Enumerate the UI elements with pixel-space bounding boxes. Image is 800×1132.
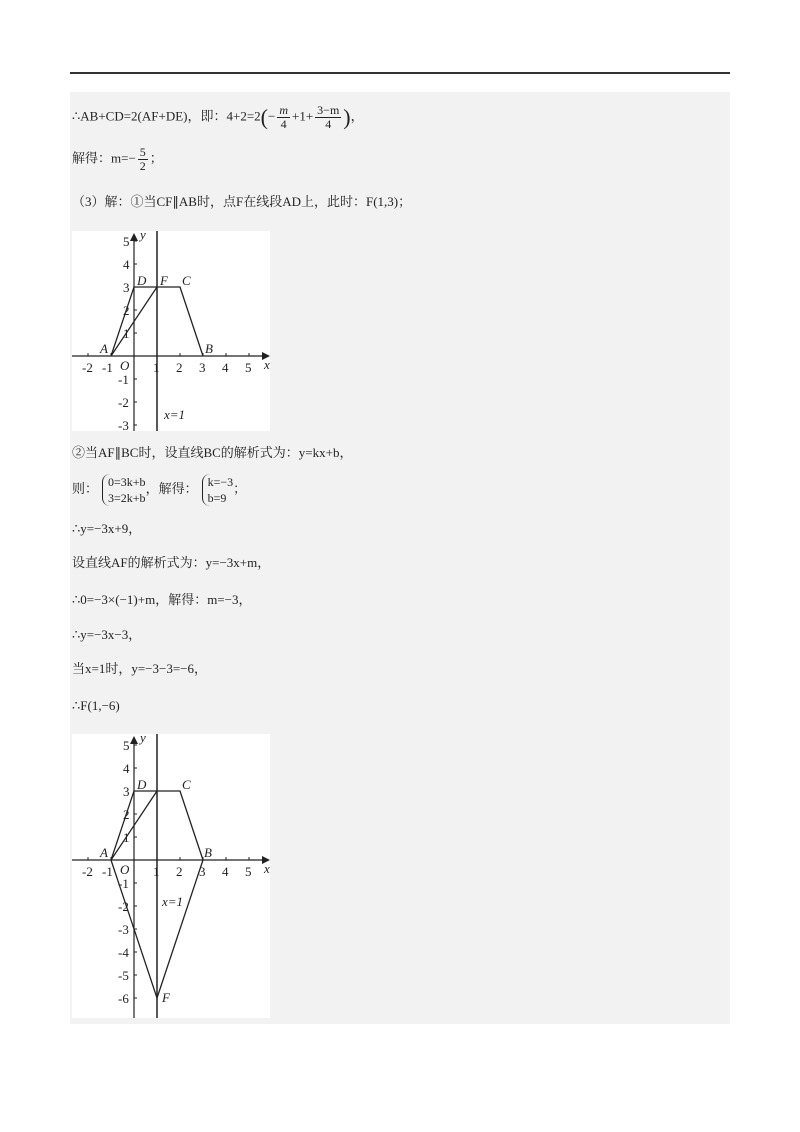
y-tick-label: -4 <box>118 945 129 960</box>
y-tick-label: 2 <box>123 807 130 822</box>
line-label-x-equals-1: x=1 <box>164 407 186 422</box>
line5-end: ； <box>233 481 247 496</box>
equation-line-8: ∴0=−3×(−1)+m，解得：m=−3， <box>72 592 252 607</box>
x-tick-label: 5 <box>245 360 252 375</box>
y-tick-label: -3 <box>118 922 129 937</box>
y-tick-label: 1 <box>123 326 130 341</box>
y-tick-label: 1 <box>123 830 130 845</box>
line5-mid: ，解得： <box>145 481 198 496</box>
equation-line-11: ∴F(1,−6) <box>72 698 120 713</box>
y-tick-label: -2 <box>118 899 129 914</box>
y-tick-label: -1 <box>118 876 129 891</box>
point-label-F: F <box>160 273 168 288</box>
x-tick-label: 2 <box>176 864 183 879</box>
x-tick-label: -2 <box>82 360 93 375</box>
x-tick-label: 3 <box>199 864 206 879</box>
origin-label: O <box>120 862 130 877</box>
case-1-line: （3）解：①当CF∥AB时，点F在线段AD上，此时：F(1,3)； <box>72 194 412 209</box>
y-tick-label: 2 <box>123 303 130 318</box>
x-tick-label: 3 <box>199 360 206 375</box>
x-tick-label: 1 <box>153 864 160 879</box>
y-tick-label: 5 <box>123 234 130 249</box>
y-axis-arrow <box>130 233 138 241</box>
y-tick-label: 3 <box>123 280 130 295</box>
case-2-line: ②当AF∥BC时，设直线BC的解析式为：y=kx+b， <box>72 445 353 460</box>
y-tick-label: 4 <box>123 761 130 776</box>
paren-open: ( <box>260 104 268 130</box>
segment-BF <box>157 860 203 998</box>
frac1-den: 4 <box>280 117 287 131</box>
x-tick-label: 2 <box>176 360 183 375</box>
fraction-3-minus-m-over-4 <box>315 104 341 131</box>
y-axis-arrow <box>130 736 138 744</box>
system-equations-line <box>72 472 246 506</box>
y-axis-label: y <box>140 734 146 745</box>
system-eq-2: 3=2k+b <box>108 491 146 506</box>
y-axis-label: y <box>140 231 146 242</box>
point-label-B: B <box>204 845 212 860</box>
line1-text: ∴AB+CD=2(AF+DE)，即：4+2=2 <box>72 108 261 124</box>
y-tick-label: 3 <box>123 784 130 799</box>
line2-prefix: 解得：m=− <box>72 150 136 166</box>
system-equations <box>102 474 146 506</box>
y-tick-label: -6 <box>118 991 129 1006</box>
y-tick-label: -5 <box>118 968 129 983</box>
system-solution <box>202 474 234 506</box>
line2-end: ； <box>149 150 163 166</box>
frac2-den: 4 <box>325 117 332 131</box>
frac-den: 2 <box>139 159 146 173</box>
y-tick-label: -3 <box>118 418 129 431</box>
fraction-5-over-2 <box>138 146 148 173</box>
frac-num: 5 <box>139 145 146 159</box>
solution-b: b=9 <box>207 491 227 506</box>
x-axis-label: x <box>264 861 270 876</box>
equation-line-10: 当x=1时，y=−3−3=−6， <box>72 661 207 676</box>
x-tick-label: -2 <box>82 864 93 879</box>
paren-close: ) <box>343 104 351 130</box>
point-label-B: B <box>205 341 213 356</box>
x-axis-label: x <box>264 357 270 372</box>
y-tick-label: 4 <box>123 257 130 272</box>
frac2-num: 3−m <box>317 103 340 117</box>
point-label-D: D <box>137 273 147 288</box>
point-label-F: F <box>162 990 170 1005</box>
point-label-C: C <box>182 273 191 288</box>
equation-line-9: ∴y=−3x−3， <box>72 627 142 642</box>
line1-mid: +1+ <box>292 108 314 124</box>
line5-prefix: 则： <box>72 481 99 496</box>
fraction-m-over-4 <box>277 104 290 131</box>
y-tick-label: -2 <box>118 395 129 410</box>
point-label-C: C <box>182 777 191 792</box>
equation-line-7: 设直线AF的解析式为：y=−3x+m， <box>72 555 271 570</box>
x-tick-label: -1 <box>102 864 113 879</box>
coordinate-graph-2 <box>72 734 270 1018</box>
header-rule <box>70 72 730 74</box>
system-eq-1: 0=3k+b <box>108 475 146 490</box>
line-label-x-equals-1: x=1 <box>162 894 184 909</box>
x-tick-label: -1 <box>102 360 113 375</box>
y-tick-label: 5 <box>123 738 130 753</box>
frac1-num: m <box>279 103 288 117</box>
x-tick-label: 1 <box>153 360 160 375</box>
point-label-A: A <box>100 845 108 860</box>
equation-line-6: ∴y=−3x+9， <box>72 521 142 536</box>
coordinate-graph-1 <box>72 231 270 431</box>
equation-line-1: ∴AB+CD=2(AF+DE)，即：4+2=2(− $\frac{m}{4}$ +1+ $\frac{3-m}{4}$ )， <box>72 103 364 131</box>
point-label-D: D <box>137 777 147 792</box>
x-tick-label: 4 <box>222 864 229 879</box>
line1-end: ， <box>350 108 364 124</box>
origin-label: O <box>120 358 130 373</box>
x-tick-label: 4 <box>222 360 229 375</box>
equation-line-2 <box>72 146 163 173</box>
solution-k: k=−3 <box>207 475 234 490</box>
x-tick-label: 5 <box>245 864 252 879</box>
y-tick-label: -1 <box>118 372 129 387</box>
point-label-A: A <box>100 341 108 356</box>
